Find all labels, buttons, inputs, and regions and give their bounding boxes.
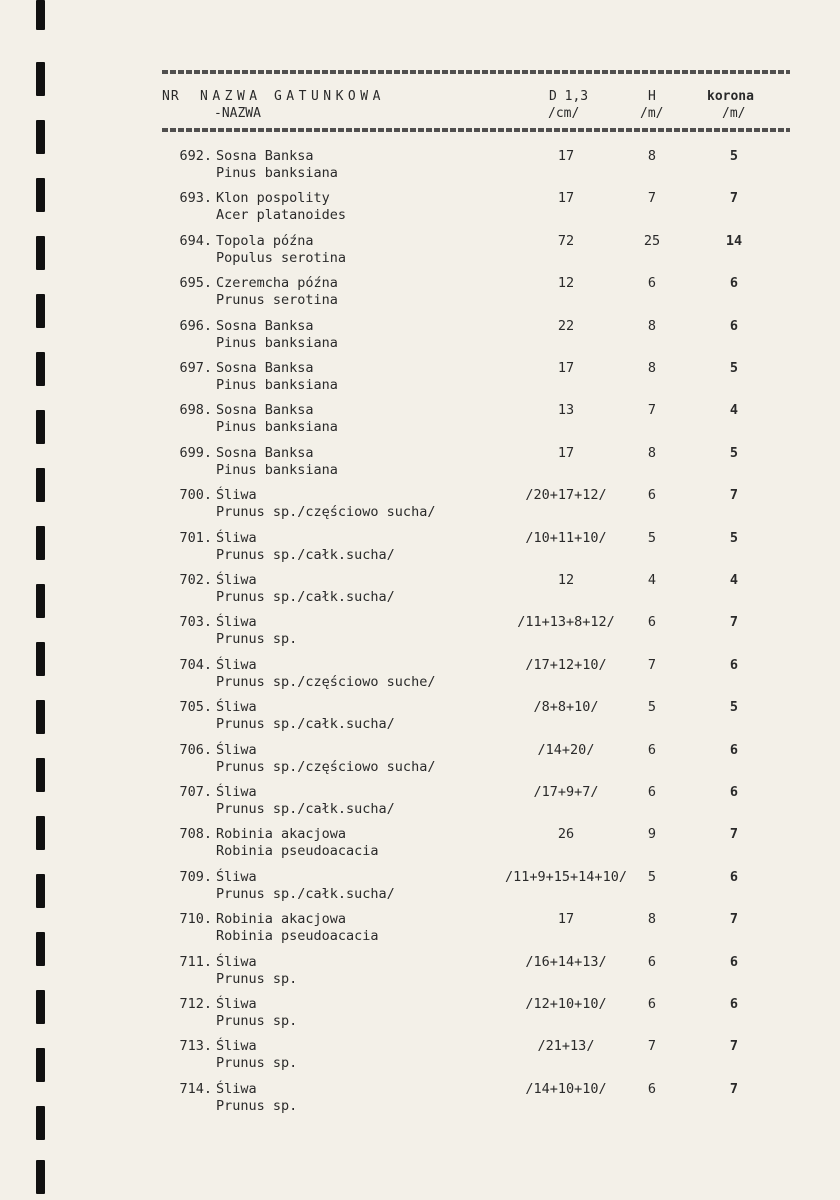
table-row <box>0 443 840 485</box>
species-name: Sosna Banksa <box>216 317 314 334</box>
species-latin-name: Prunus sp./częściowo suche/ <box>216 673 436 690</box>
height-value: 4 <box>647 572 657 588</box>
header-name-sub: -NAZWA <box>214 106 261 121</box>
table-row <box>0 485 840 527</box>
row-number: 694. <box>179 232 212 249</box>
height-value: 8 <box>647 360 657 376</box>
height-value: 5 <box>647 699 657 716</box>
row-number: 714. <box>179 1080 212 1097</box>
diameter-value: /14+10+10/ <box>525 1080 607 1097</box>
crown-value: 5 <box>729 148 739 164</box>
species-latin-name: Pinus banksiana <box>216 419 338 436</box>
species-name: Śliwa <box>216 953 257 970</box>
diameter-value: /21+13/ <box>537 1038 595 1055</box>
diameter-value: /11+13+8+12/ <box>517 614 615 631</box>
species-latin-name: Prunus sp. <box>216 970 298 987</box>
crown-value: 7 <box>729 1080 739 1097</box>
species-latin-name: Prunus sp./całk.sucha/ <box>216 589 395 605</box>
crown-value: 5 <box>729 444 739 461</box>
row-number: 713. <box>179 1038 212 1055</box>
species-latin-name: Prunus sp. <box>216 1055 298 1072</box>
row-number: 707. <box>179 784 212 800</box>
diameter-value: /12+10+10/ <box>525 996 607 1012</box>
height-value: 5 <box>647 529 657 546</box>
row-number: 702. <box>179 572 212 588</box>
header-nr: NR <box>162 89 180 104</box>
species-name: Sosna Banksa <box>216 444 314 461</box>
crown-value: 7 <box>729 190 739 207</box>
diameter-value: 72 <box>557 232 575 249</box>
binder-mark <box>36 0 45 30</box>
species-name: Śliwa <box>216 656 257 673</box>
table-row <box>0 782 840 824</box>
species-name: Śliwa <box>216 699 257 716</box>
species-name: Śliwa <box>216 529 257 546</box>
diameter-value: 22 <box>557 317 575 334</box>
species-name: Sosna Banksa <box>216 360 314 376</box>
species-name: Robinia akacjowa <box>216 826 347 843</box>
table-row <box>0 740 840 782</box>
species-latin-name: Acer platanoides <box>216 207 347 224</box>
height-value: 6 <box>647 953 657 970</box>
species-name: Śliwa <box>216 996 257 1012</box>
row-number: 710. <box>179 911 212 928</box>
species-latin-name: Prunus sp./całk.sucha/ <box>216 716 395 733</box>
species-name: Śliwa <box>216 784 257 800</box>
crown-value: 6 <box>729 953 739 970</box>
crown-value: 7 <box>729 1038 739 1055</box>
row-number: 692. <box>179 148 212 164</box>
height-value: 6 <box>647 784 657 800</box>
binder-mark <box>36 1160 45 1194</box>
diameter-value: 17 <box>557 190 575 207</box>
species-latin-name: Populus serotina <box>216 249 347 266</box>
table-row <box>0 528 840 570</box>
row-number: 708. <box>179 826 212 843</box>
species-name: Śliwa <box>216 868 257 885</box>
height-value: 6 <box>647 614 657 631</box>
species-latin-name: Robinia pseudoacacia <box>216 843 379 860</box>
table-row <box>0 697 840 739</box>
row-number: 706. <box>179 741 212 758</box>
height-value: 7 <box>647 1038 657 1055</box>
header-height: H <box>648 89 656 104</box>
table-row <box>0 867 840 909</box>
crown-value: 6 <box>729 741 739 758</box>
diameter-value: 13 <box>557 402 575 419</box>
row-number: 696. <box>179 317 212 334</box>
header-crown-unit: /m/ <box>722 106 746 121</box>
diameter-value: /8+8+10/ <box>533 699 599 716</box>
table-row <box>0 612 840 654</box>
crown-value: 5 <box>729 529 739 546</box>
species-name: Śliwa <box>216 1080 257 1097</box>
diameter-value: /20+17+12/ <box>525 487 607 504</box>
crown-value: 4 <box>729 402 739 419</box>
row-number: 709. <box>179 868 212 885</box>
table-row <box>0 273 840 315</box>
crown-value: 6 <box>729 996 739 1012</box>
species-name: Robinia akacjowa <box>216 911 347 928</box>
header-crown: korona <box>707 89 754 104</box>
header-bottom-rule <box>162 128 790 132</box>
species-latin-name: Prunus sp. <box>216 631 298 648</box>
row-number: 712. <box>179 996 212 1012</box>
diameter-value: /14+20/ <box>537 741 595 758</box>
crown-value: 7 <box>729 911 739 928</box>
height-value: 7 <box>647 402 657 419</box>
diameter-value: 17 <box>557 148 575 164</box>
species-latin-name: Prunus sp. <box>216 1013 298 1029</box>
row-number: 698. <box>179 402 212 419</box>
species-latin-name: Prunus sp./całk.sucha/ <box>216 801 395 817</box>
diameter-value: 12 <box>557 275 575 292</box>
species-name: Śliwa <box>216 1038 257 1055</box>
header-diameter-unit: /cm/ <box>548 106 580 121</box>
row-number: 699. <box>179 444 212 461</box>
table-row <box>0 188 840 230</box>
crown-value: 6 <box>729 868 739 885</box>
species-name: Czeremcha późna <box>216 275 338 292</box>
diameter-value: 17 <box>557 444 575 461</box>
height-value: 8 <box>647 317 657 334</box>
crown-value: 7 <box>729 826 739 843</box>
row-number: 703. <box>179 614 212 631</box>
species-name: Śliwa <box>216 741 257 758</box>
species-latin-name: Pinus banksiana <box>216 377 338 393</box>
height-value: 8 <box>647 148 657 164</box>
header-name: NAZWA GATUNKOWA <box>200 89 385 104</box>
species-name: Topola późna <box>216 232 314 249</box>
diameter-value: /11+9+15+14+10/ <box>505 868 627 885</box>
row-number: 693. <box>179 190 212 207</box>
crown-value: 6 <box>729 656 739 673</box>
diameter-value: 17 <box>557 911 575 928</box>
diameter-value: 26 <box>557 826 575 843</box>
table-row <box>0 952 840 994</box>
height-value: 25 <box>643 232 661 249</box>
row-number: 711. <box>179 953 212 970</box>
table-row <box>0 316 840 358</box>
table-row <box>0 400 840 442</box>
crown-value: 5 <box>729 360 739 376</box>
crown-value: 6 <box>729 784 739 800</box>
diameter-value: /10+11+10/ <box>525 529 607 546</box>
table-row <box>0 231 840 273</box>
species-name: Śliwa <box>216 572 257 588</box>
height-value: 6 <box>647 1080 657 1097</box>
crown-value: 5 <box>729 699 739 716</box>
species-name: Śliwa <box>216 487 257 504</box>
table-row <box>0 1036 840 1078</box>
table-row <box>0 824 840 866</box>
row-number: 700. <box>179 487 212 504</box>
species-name: Śliwa <box>216 614 257 631</box>
table-header <box>0 86 840 126</box>
row-number: 705. <box>179 699 212 716</box>
height-value: 6 <box>647 996 657 1012</box>
table-row <box>0 146 840 188</box>
crown-value: 4 <box>729 572 739 588</box>
species-latin-name: Prunus sp./całk.sucha/ <box>216 546 395 563</box>
species-latin-name: Pinus banksiana <box>216 165 338 181</box>
height-value: 9 <box>647 826 657 843</box>
diameter-value: /17+9+7/ <box>533 784 599 800</box>
species-latin-name: Pinus banksiana <box>216 334 338 351</box>
table-row <box>0 909 840 951</box>
table-row <box>0 570 840 612</box>
species-name: Klon pospolity <box>216 190 330 207</box>
crown-value: 7 <box>729 614 739 631</box>
diameter-value: 12 <box>557 572 575 588</box>
species-latin-name: Prunus sp. <box>216 1097 298 1114</box>
header-height-unit: /m/ <box>640 106 664 121</box>
height-value: 6 <box>647 275 657 292</box>
table-row <box>0 1079 840 1121</box>
crown-value: 7 <box>729 487 739 504</box>
header-diameter: D 1,3 <box>549 89 589 104</box>
diameter-value: /17+12+10/ <box>525 656 607 673</box>
height-value: 8 <box>647 444 657 461</box>
species-latin-name: Pinus banksiana <box>216 461 338 478</box>
crown-value: 6 <box>729 275 739 292</box>
crown-value: 6 <box>729 317 739 334</box>
species-latin-name: Robinia pseudoacacia <box>216 928 379 945</box>
height-value: 5 <box>647 868 657 885</box>
species-name: Sosna Banksa <box>216 148 314 164</box>
row-number: 695. <box>179 275 212 292</box>
species-name: Sosna Banksa <box>216 402 314 419</box>
table-row <box>0 994 840 1036</box>
species-latin-name: Prunus serotina <box>216 292 338 309</box>
header-top-rule <box>162 70 790 74</box>
crown-value: 14 <box>725 232 743 249</box>
row-number: 704. <box>179 656 212 673</box>
species-latin-name: Prunus sp./całk.sucha/ <box>216 885 395 902</box>
height-value: 6 <box>647 487 657 504</box>
height-value: 7 <box>647 190 657 207</box>
diameter-value: 17 <box>557 360 575 376</box>
species-latin-name: Prunus sp./częściowo sucha/ <box>216 758 436 775</box>
row-number: 701. <box>179 529 212 546</box>
row-number: 697. <box>179 360 212 376</box>
height-value: 6 <box>647 741 657 758</box>
diameter-value: /16+14+13/ <box>525 953 607 970</box>
table-row <box>0 655 840 697</box>
species-latin-name: Prunus sp./częściowo sucha/ <box>216 504 436 521</box>
table-row <box>0 358 840 400</box>
height-value: 7 <box>647 656 657 673</box>
height-value: 8 <box>647 911 657 928</box>
